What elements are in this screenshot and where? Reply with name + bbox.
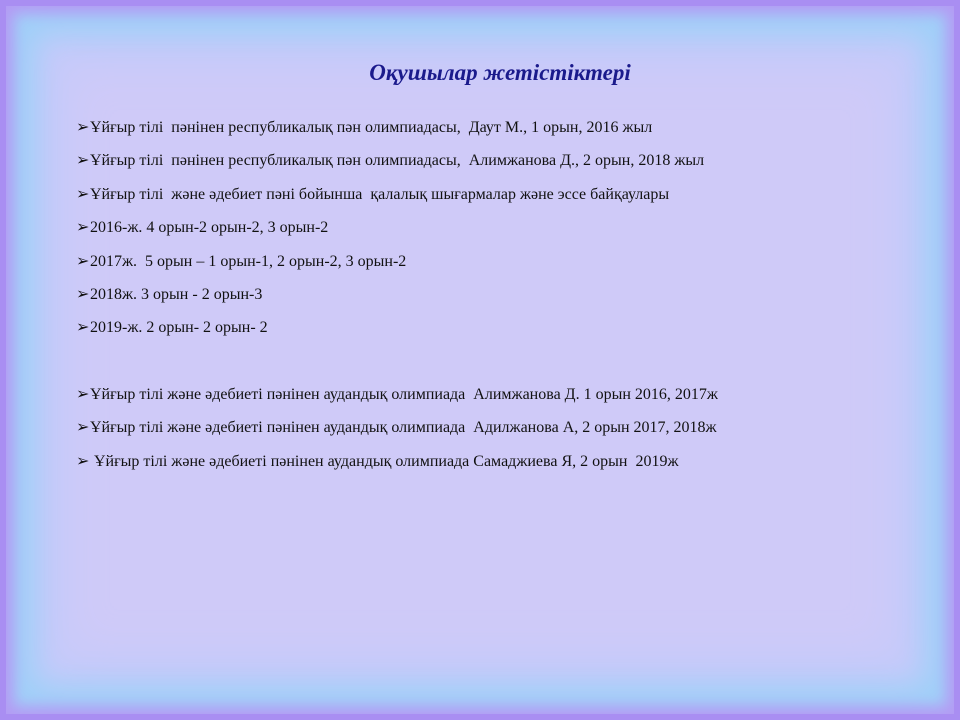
list-item [76,148,936,181]
list-item [76,282,936,315]
list-item-text: 2019-ж. 2 орын- 2 орын- 2 [90,319,268,337]
arrow-bullet-icon: ➢ [76,319,90,337]
list-item [76,115,936,148]
achievements-list [76,115,936,482]
arrow-bullet-icon: ➢ [76,452,90,470]
list-item [76,382,936,415]
list-item [76,182,936,215]
list-spacer [76,349,936,382]
list-item [76,249,936,282]
arrow-bullet-icon: ➢ [76,285,90,303]
slide-title: Оқушылар жетістіктері [369,60,631,85]
arrow-bullet-icon: ➢ [76,385,90,403]
list-item [76,449,936,482]
list-item [76,215,936,248]
list-item [76,415,936,448]
arrow-bullet-icon: ➢ [76,419,90,437]
list-item-text: Ұйғыр тілі және әдебиеті пәнінен аудандық олимпиада Адилжанова А, 2 орын 2017, 2018ж [90,419,717,437]
arrow-bullet-icon: ➢ [76,152,90,170]
arrow-bullet-icon: ➢ [76,185,90,203]
arrow-bullet-icon: ➢ [76,119,90,136]
list-item-text: 2018ж. 3 орын - 2 орын-3 [90,285,263,303]
list-item-text: Ұйғыр тілі және әдебиеті пәнінен аудандық олимпиада Самаджиева Я, 2 орын 2019ж [90,452,679,470]
list-item-text: 2017ж. 5 орын – 1 орын-1, 2 орын-2, 3 орын-2 [90,252,407,270]
list-item-text: 2016-ж. 4 орын-2 орын-2, 3 орын-2 [90,219,329,237]
arrow-bullet-icon: ➢ [76,252,90,270]
list-item-text: Ұйғыр тілі пәнінен республикалық пән олимпиадасы, Алимжанова Д., 2 орын, 2018 жыл [90,152,705,170]
arrow-bullet-icon: ➢ [76,219,90,237]
list-item [76,315,936,348]
list-item-text: Ұйғыр тілі және әдебиеті пәнінен аудандық олимпиада Алимжанова Д. 1 орын 2016, 2017ж [90,385,718,403]
list-item-text: Ұйғыр тілі пәнінен республикалық пән олимпиадасы, Даут М., 1 орын, 2016 жыл [90,119,653,136]
list-item-text: Ұйғыр тілі және әдебиет пәні бойынша қалалық шығармалар және эссе байқаулары [90,185,670,203]
